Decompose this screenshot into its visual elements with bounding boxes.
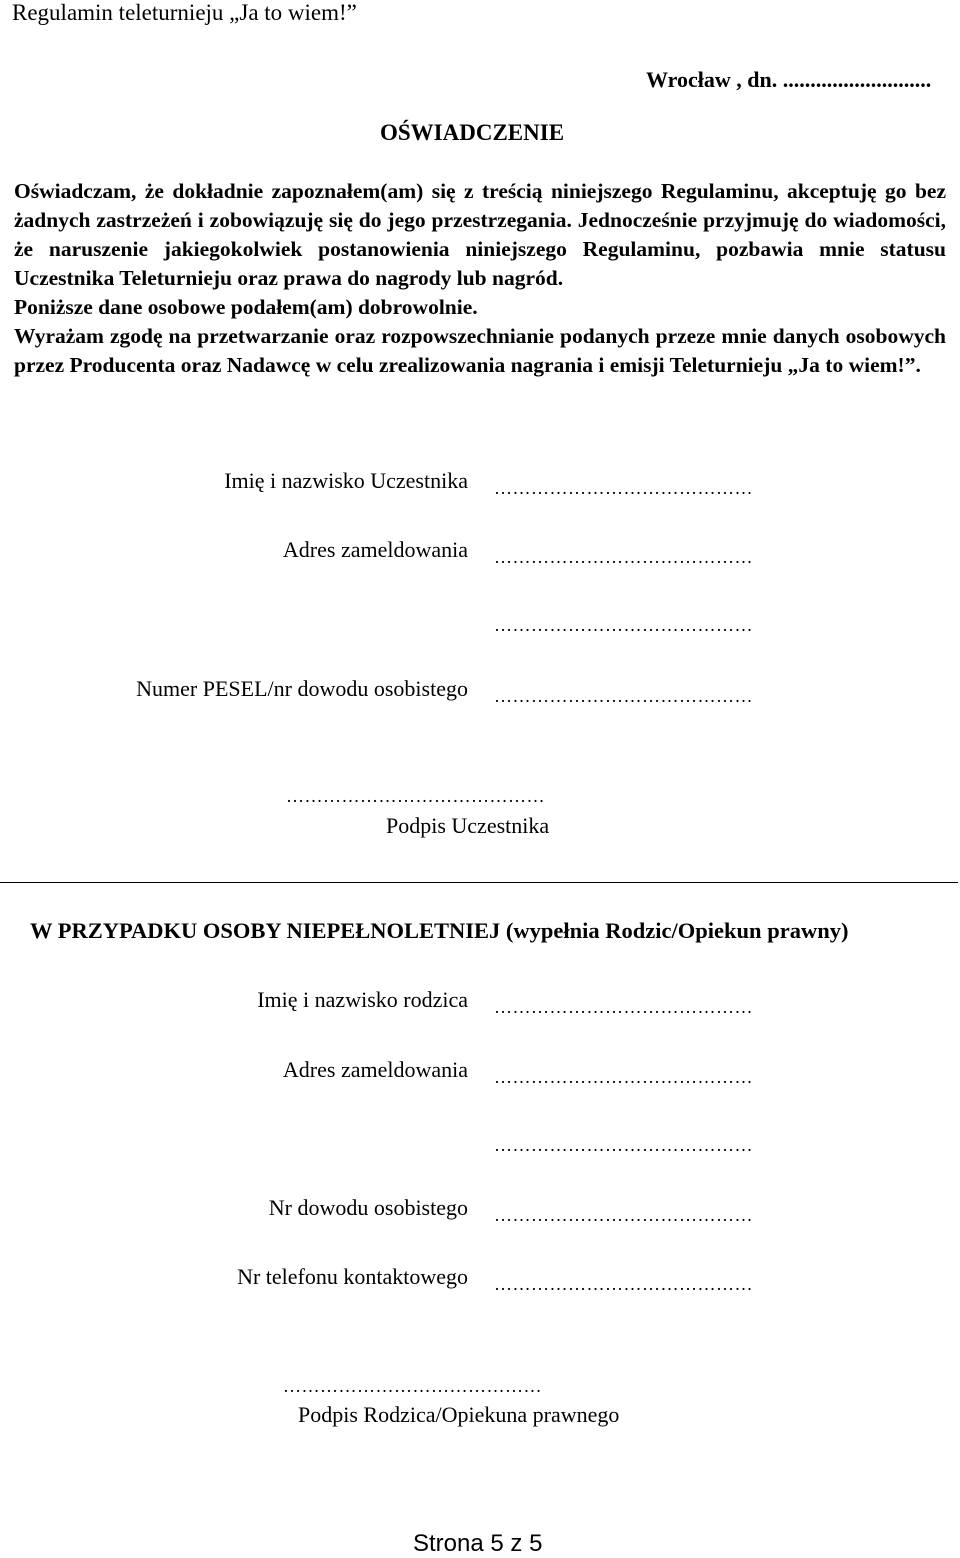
declaration-paragraph: Oświadczam, że dokładnie zapoznałem(am) się z treścią niniejszego Regulaminu, akceptuję go bez żadnych zastrzeżeń i zobowiązuję się do jego przestrzegania. Jednocześnie przyjmuję do wiadomości, że naruszenie jakiegokolwiek postanowienia niniejszego Regulaminu, pozbawia mnie statusu Uczestnika Teleturnieju oraz prawa do nagrody lub nagród. (14, 179, 946, 290)
participant-pesel-field[interactable]: …………………………………… (494, 686, 753, 706)
participant-address-field[interactable]: …………………………………… (494, 547, 753, 567)
parent-signature-field[interactable]: …………………………………… (283, 1376, 542, 1396)
document-title: OŚWIADCZENIE (380, 120, 565, 145)
parent-name-label: Imię i nazwisko rodzica (257, 987, 468, 1012)
participant-address-label: Adres zameldowania (282, 537, 468, 562)
parent-id-field[interactable]: …………………………………… (494, 1205, 753, 1225)
section-divider (0, 882, 958, 883)
voluntary-data-statement: Poniższe dane osobowe podałem(am) dobrowolnie. (14, 295, 478, 319)
parent-id-label: Nr dowodu osobistego (268, 1195, 468, 1220)
declaration-text (14, 177, 946, 380)
parent-phone-field[interactable]: …………………………………… (494, 1274, 753, 1294)
participant-pesel-label: Numer PESEL/nr dowodu osobistego (136, 676, 468, 701)
participant-name-field[interactable]: …………………………………… (494, 478, 753, 498)
parent-address-label: Adres zameldowania (282, 1057, 468, 1082)
participant-signature-label: Podpis Uczestnika (386, 813, 550, 838)
parent-phone-label: Nr telefonu kontaktowego (237, 1264, 468, 1289)
place-date-line: Wrocław , dn. ........................... (646, 67, 932, 92)
document-header: Regulamin teleturnieju „Ja to wiem!” (12, 0, 357, 25)
parent-signature-label: Podpis Rodzica/Opiekuna prawnego (298, 1402, 620, 1427)
participant-name-label: Imię i nazwisko Uczestnika (224, 468, 468, 493)
participant-signature-field[interactable]: …………………………………… (286, 786, 545, 806)
parent-name-field[interactable]: …………………………………… (494, 997, 753, 1017)
consent-paragraph: Wyrażam zgodę na przetwarzanie oraz rozpowszechnianie podanych przeze mnie danych osobowych przez Producenta oraz Nadawcę w celu zrealizowania nagrania i emisji Teleturnieju „Ja to wiem!”. (14, 324, 946, 377)
page-number: Strona 5 z 5 (413, 1530, 543, 1557)
parent-address-field[interactable]: …………………………………… (494, 1067, 753, 1087)
parent-address-field-2[interactable]: …………………………………… (494, 1135, 753, 1155)
minor-section-title: W PRZYPADKU OSOBY NIEPEŁNOLETNIEJ (wypełnia Rodzic/Opiekun prawny) (30, 918, 849, 943)
participant-address-field-2[interactable]: …………………………………… (494, 615, 753, 635)
